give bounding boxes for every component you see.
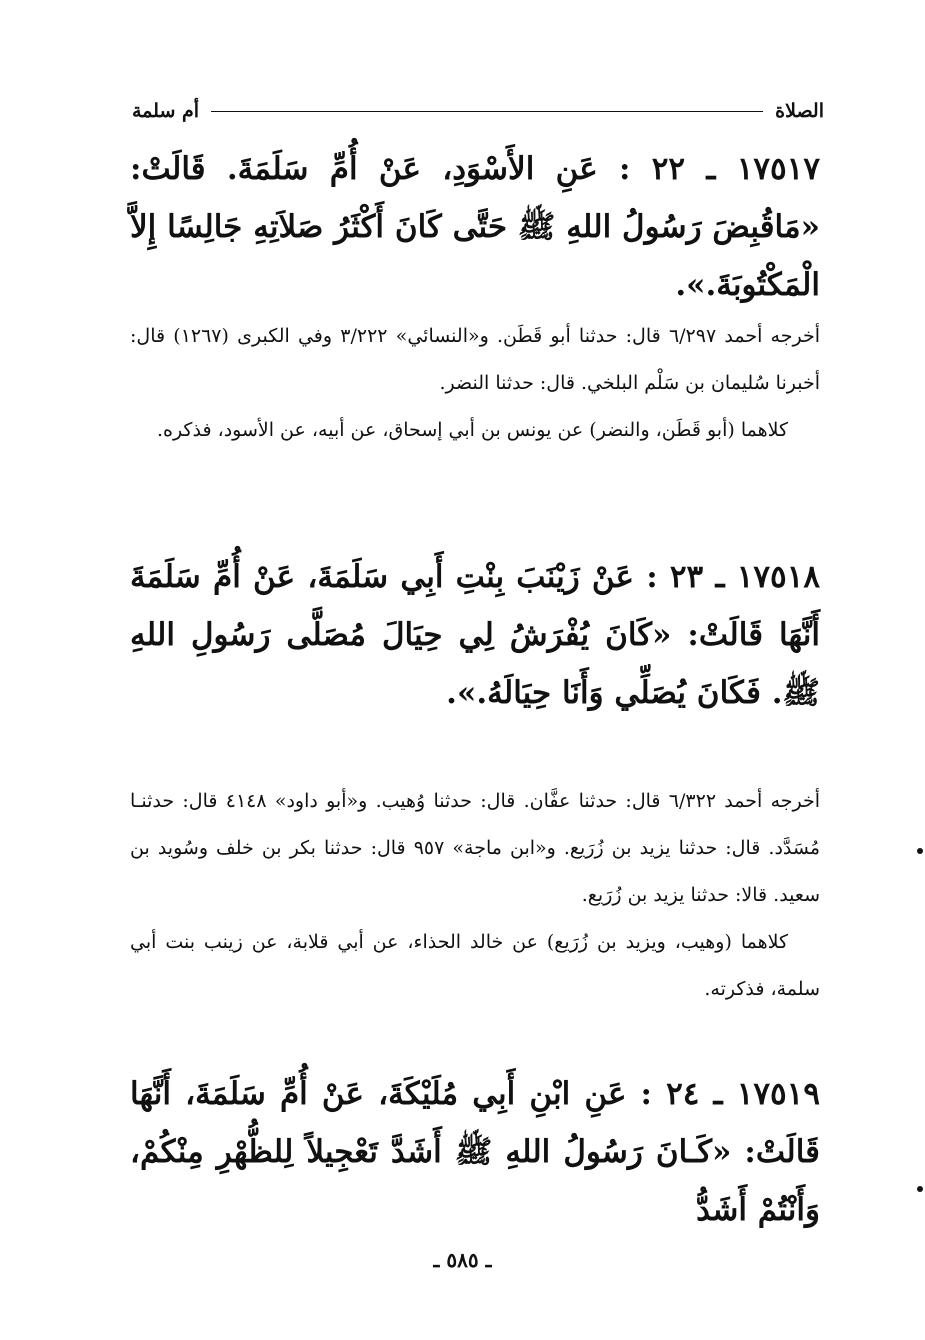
hadith-text xyxy=(130,1065,820,1239)
takhrij-paragraph: أخرجه أحمد ٦/٢٩٧ قال: حدثنا أبو قَطَن. و«النسائي» ٣/٢٢٢ وفي الكبرى (١٢٦٧) قال: أخبرنا سُليمان بن سَلْم البلخي. قال: حدثنا النضر. xyxy=(130,325,820,394)
hadith-text xyxy=(130,548,820,722)
takhrij-block xyxy=(130,778,820,1013)
margin-dot xyxy=(917,848,923,854)
running-header xyxy=(132,96,824,126)
section-title: أم سلمة xyxy=(132,100,200,122)
margin-dot xyxy=(917,1186,923,1192)
hadith-text-content: ١٧٥١٧ ـ ٢٢ : عَنِ الأَسْوَدِ، عَنْ أُمِّ سَلَمَةَ. قَالَتْ: «مَاقُبِضَ رَسُولُ اللهِ ﷺ حَتَّى كَانَ أَكْثَرُ صَلاَتِهِ جَالِسًا إِلاَّ الْمَكْتُوبَةَ.». xyxy=(130,151,820,303)
takhrij-paragraph: كلاهما (وهيب، ويزيد بن زُرَيع) عن خالد الحذاء، عن أبي قلابة، عن زينب بنت أبي سلمة، فذكرته. xyxy=(130,931,820,1000)
hadith-text-content: ١٧٥١٨ ـ ٢٣ : عَنْ زَيْنَبَ بِنْتِ أَبِي سَلَمَةَ، عَنْ أُمِّ سَلَمَةَ أَنَّهَا قَالَتْ: «كَانَ يُفْرَشُ لِي حِيَالَ مُصَلَّى رَسُولِ اللهِ ﷺ. فَكَانَ يُصَلِّي وَأَنَا حِيَالَهُ.». xyxy=(130,559,821,711)
header-rule xyxy=(211,111,763,112)
takhrij-block xyxy=(130,313,820,454)
chapter-title: الصلاة xyxy=(775,100,824,122)
hadith-text-content: ١٧٥١٩ ـ ٢٤ : عَنِ ابْنِ أَبِي مُلَيْكَةَ، عَنْ أُمِّ سَلَمَةَ، أَنَّهَا قَالَتْ: «كَـانَ رَسُولُ اللهِ ﷺ أَشَدَّ تَعْجِيلاً لِلظُّهْرِ مِنْكُمْ، وَأَنْتُمْ أَشَدُّ xyxy=(130,1076,820,1228)
takhrij-paragraph: أخرجه أحمد ٦/٣٢٢ قال: حدثنا عفَّان. قال: حدثنا وُهيب. و«أبو داود» ٤١٤٨ قال: حدثنـا مُسَدَّد. قال: حدثنا يزيد بن زُرَيع. و«ابن ماجة» ٩٥٧ قال: حدثنا بكر بن خلف وسُويد بن سعيد. قالا: حدثنا يزيد بن زُرَيع. xyxy=(130,790,821,906)
page-number: ـ ٥٨٥ ـ xyxy=(433,1248,492,1272)
takhrij-paragraph: كلاهما (أبو قَطَن، والنضر) عن يونس بن أبي إسحاق، عن أبيه، عن الأسود، فذكره. xyxy=(156,419,788,441)
hadith-text xyxy=(130,140,820,314)
